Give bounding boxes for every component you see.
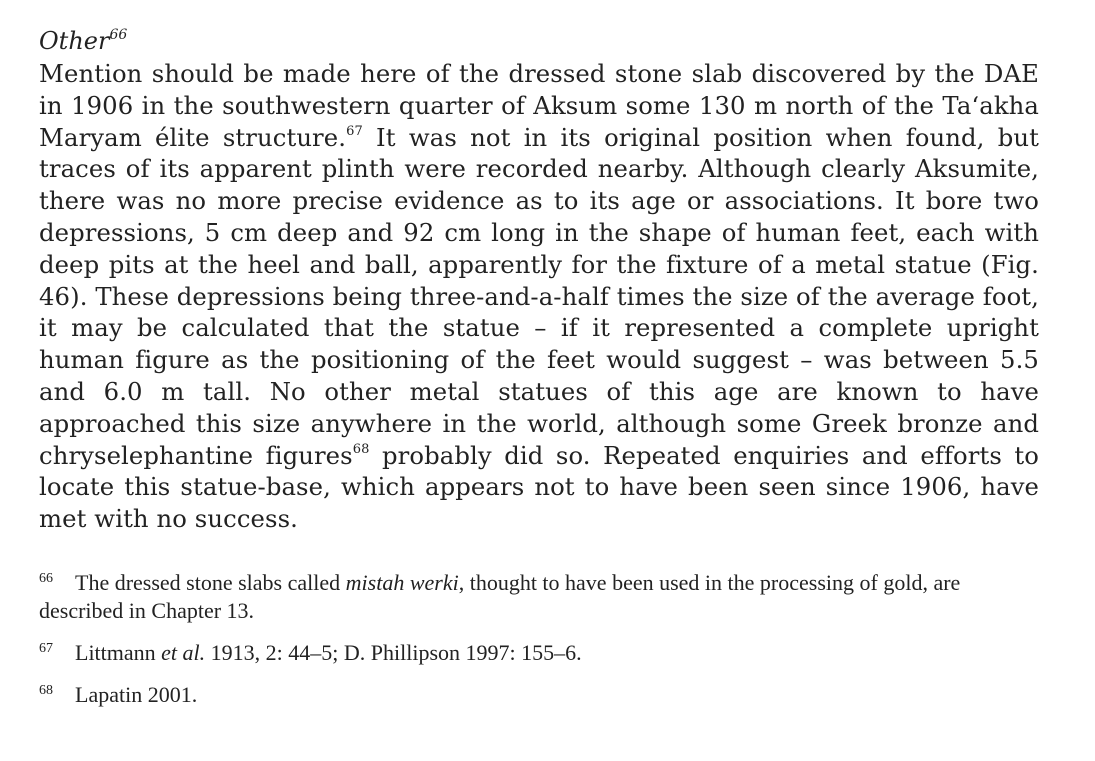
paragraph-part-1: Mention should be made here of the dressed stone slab discovered by the DAE in 1906 in the southwestern quarter of Aksum some 130 m north of the Ta‘akha Maryam élite structure. <box>39 59 1039 152</box>
footnote-text: Littmann <box>75 640 162 665</box>
main-content <box>39 24 1039 535</box>
footnote-text: The dressed stone slabs called <box>75 570 346 595</box>
footnotes <box>39 569 1039 723</box>
paragraph-part-3: probably did so. Repeated enquiries and efforts to locate this statue-base, which appears not to have been seen since 1906, have met with no success. <box>39 440 1039 534</box>
section-heading <box>39 24 1039 58</box>
footnote-italic-text: et al. <box>161 640 206 665</box>
footnote-text: 1913, 2: 44–5; D. Phillipson 1997: 155–6. <box>205 640 582 665</box>
footnote-66: 66 The dressed stone slabs called mistah werki, thought to have been used in the processing of gold, are described in Chapter 13. <box>39 570 961 623</box>
paragraph-part-2: It was not in its original position when found, but traces of its apparent plinth were recorded nearby. Although clearly Aksumite, there was no more precise evidence as to its age or associations. It bore two depressions, 5 cm deep and 92 cm long in the shape of human feet, each with deep pits at the heel and ball, apparently for the fixture of a metal statue (Fig. 46). These depressions being three-and-a-half times the size of the average foot, it may be calculated that the statue – if it represented a complete upright human figure as the positioning of the feet would suggest – was between 5.5 and 6.0 m tall. No other metal statues of this age are known to have approached this size anywhere in the world, although some Greek bronze and chryselephantine figures <box>39 122 1039 470</box>
heading-text: Other <box>39 27 110 55</box>
body-paragraph <box>39 58 1039 535</box>
footnote-68: 68 Lapatin 2001. <box>39 682 198 707</box>
footnote-text: Lapatin 2001. <box>75 682 198 707</box>
footnote-67: 67 Littmann et al. 1913, 2: 44–5; D. Phillipson 1997: 155–6. <box>39 640 582 665</box>
footnote-ref-68[interactable]: 68 <box>352 441 370 457</box>
footnote-italic-text: mistah werki <box>345 570 459 595</box>
footnote-text: , thought to have been used in the processing of gold, are described in Chapter 13. <box>39 570 961 623</box>
footnote-ref-67[interactable]: 67 <box>346 123 363 139</box>
footnote-ref-66[interactable]: 66 <box>109 27 128 43</box>
